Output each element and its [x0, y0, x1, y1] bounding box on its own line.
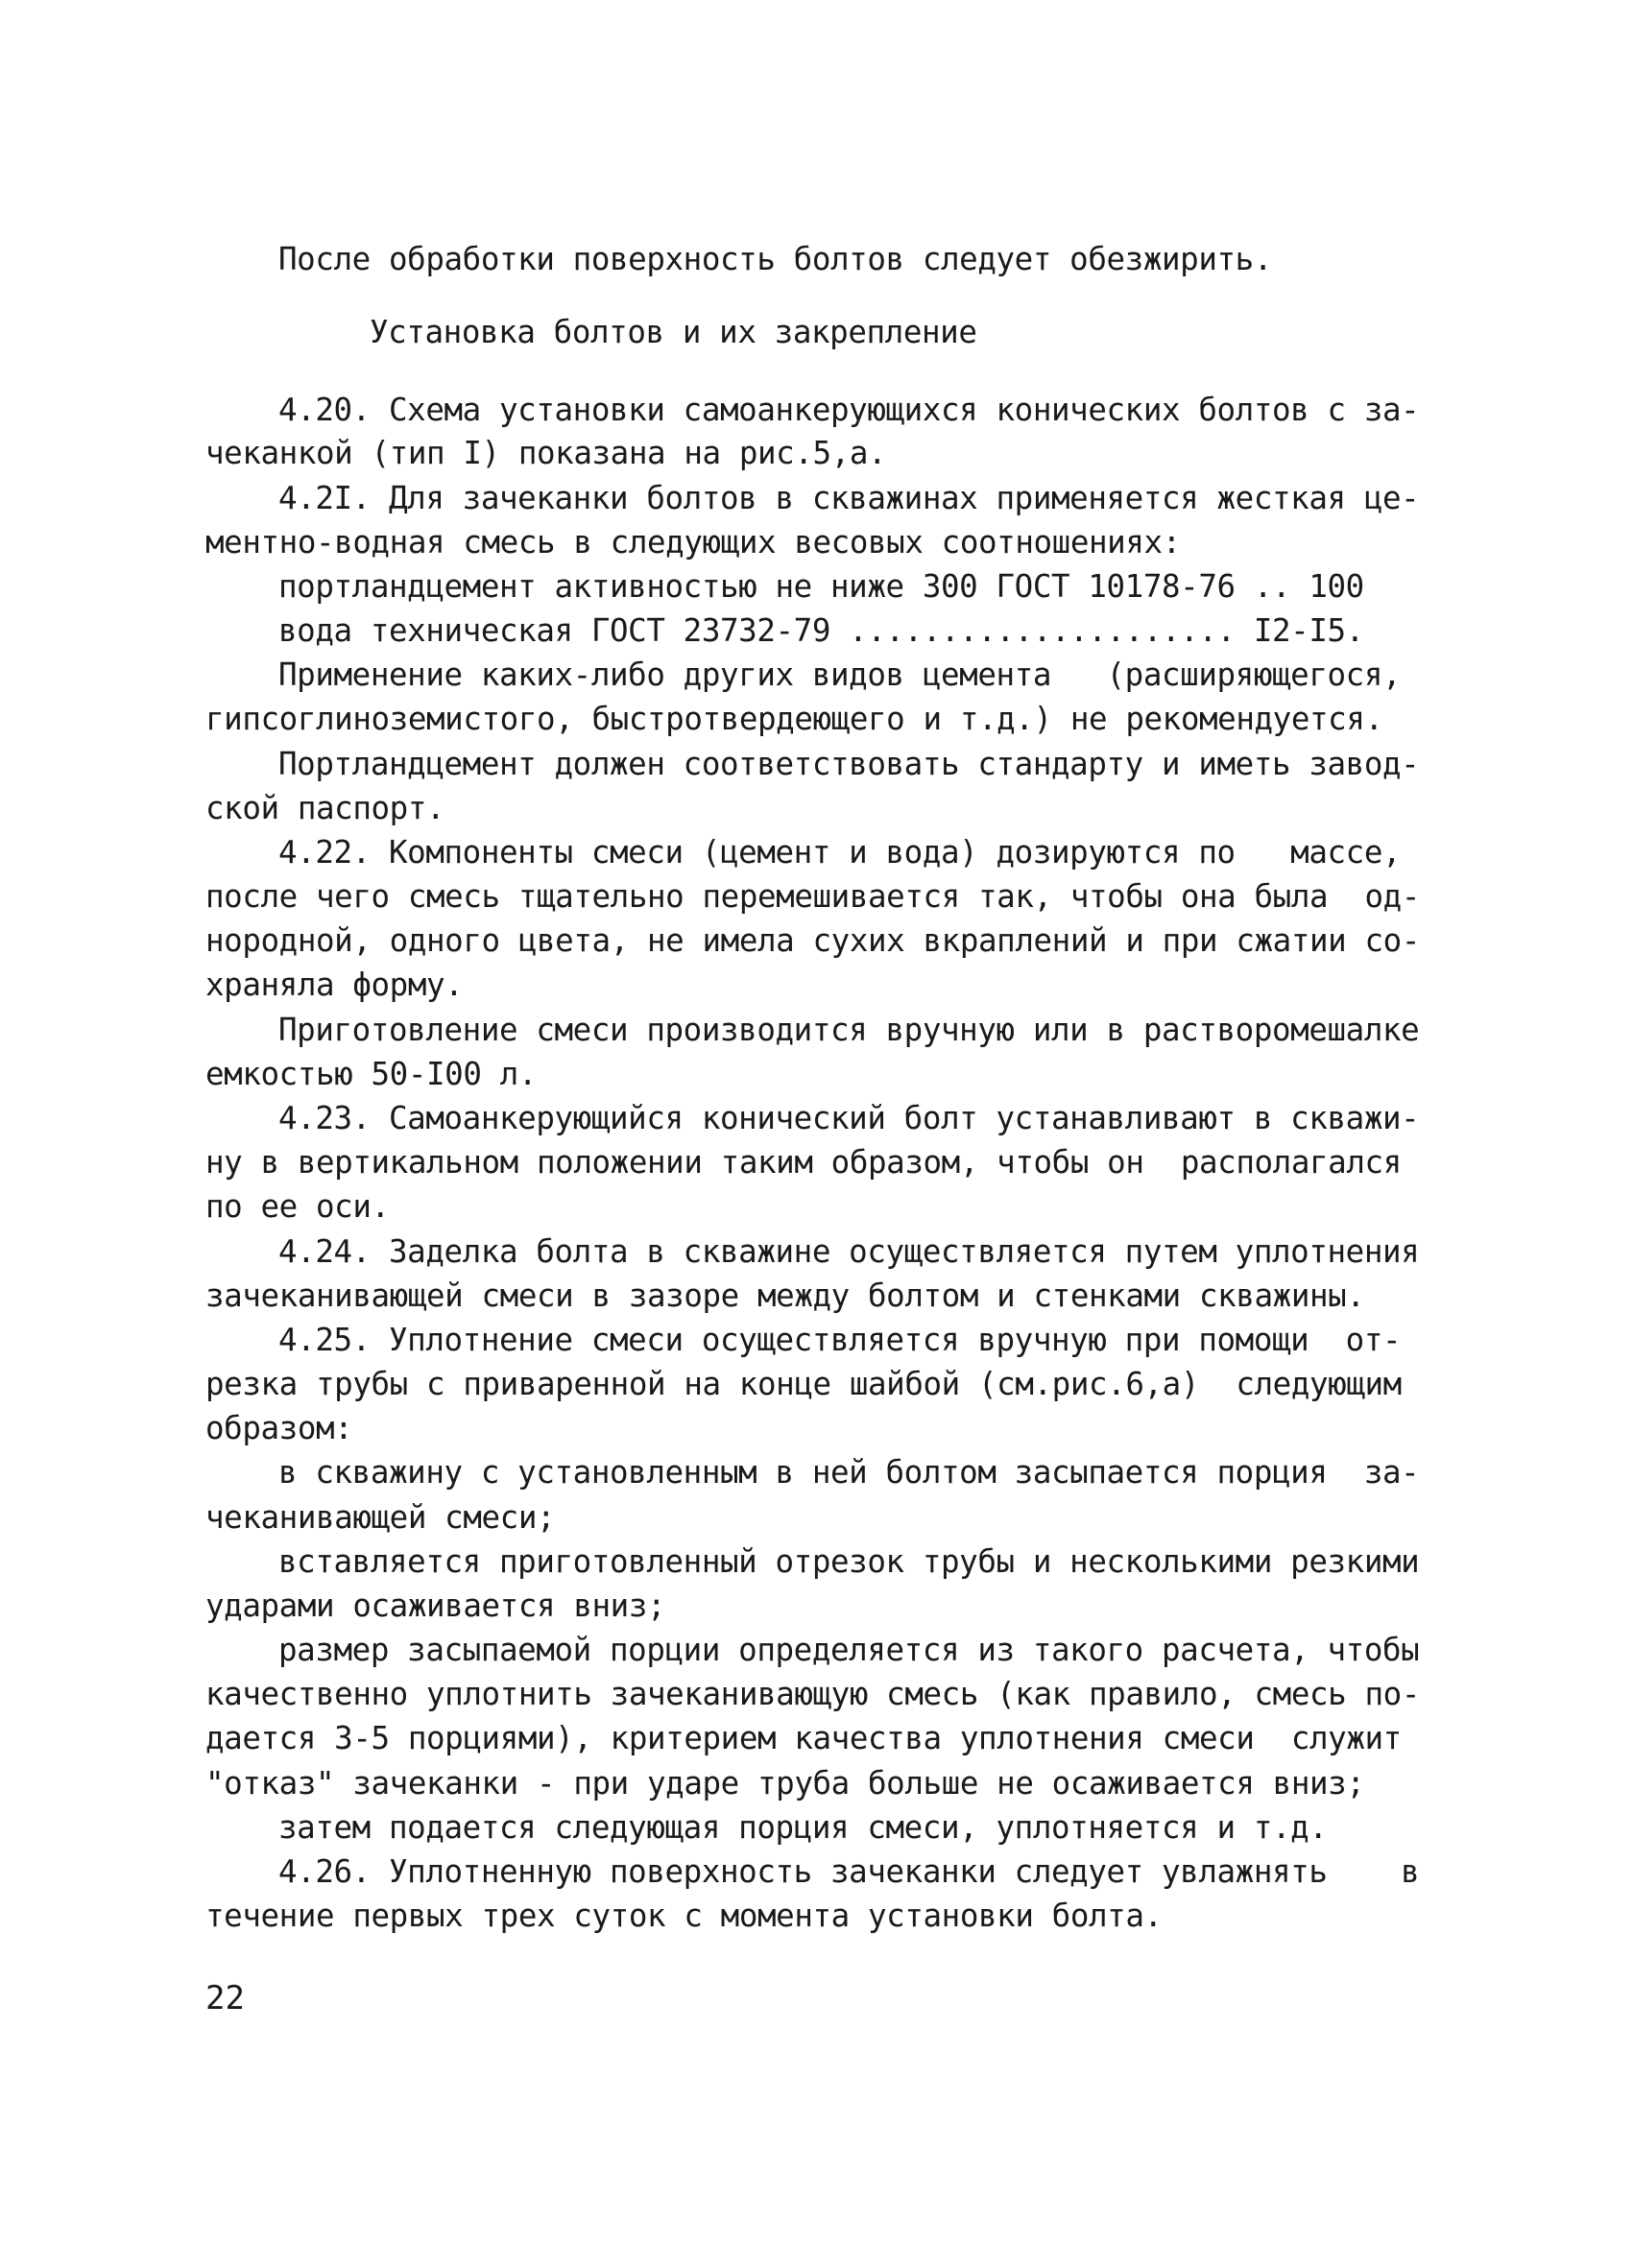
text-line: течение первых трех суток с момента установки болта.: [205, 1898, 1163, 1934]
text-line: качественно уплотнить зачеканивающую смесь (как правило, смесь по-: [205, 1676, 1420, 1712]
text-line: ну в вертикальном положении таким образом, чтобы он располагался: [205, 1144, 1402, 1181]
text-line: Портландцемент должен соответствовать стандарту и иметь завод-: [278, 746, 1420, 782]
text-line: чеканкой (тип I) показана на рис.5,а.: [205, 435, 887, 471]
text-line: емкостью 50-I00 л.: [205, 1056, 537, 1092]
text-line: 4.23. Самоанкерующийся конический болт устанавливают в скважи-: [278, 1100, 1420, 1136]
text-line: ментно-водная смесь в следующих весовых соотношениях:: [205, 524, 1181, 561]
text-line: 4.2I. Для зачеканки болтов в скважинах применяется жесткая це-: [278, 480, 1420, 516]
text-line: ской паспорт.: [205, 790, 445, 826]
text-line: в скважину с установленным в ней болтом засыпается порция за-: [278, 1454, 1420, 1491]
text-line: 4.22. Компоненты смеси (цемент и вода) дозируются по массе,: [278, 834, 1402, 871]
text-line: после чего смесь тщательно перемешивается так, чтобы она была од-: [205, 878, 1420, 915]
text-line: образом:: [205, 1410, 353, 1446]
text-line: гипсоглиноземистого, быстротвердеющего и т.д.) не рекомендуется.: [205, 701, 1383, 737]
text-line: зачеканивающей смеси в зазоре между болтом и стенками скважины.: [205, 1277, 1365, 1314]
text-line: ударами осаживается вниз;: [205, 1588, 666, 1624]
text-line: вода техническая ГОСТ 23732-79 ..................... I2-I5.: [278, 612, 1364, 649]
page-number: 22: [205, 1979, 245, 2017]
text-line: по ее оси.: [205, 1188, 390, 1225]
text-line: Приготовление смеси производится вручную или в растворомешалке: [278, 1012, 1420, 1048]
text-line: 4.25. Уплотнение смеси осуществляется вручную при помощи от-: [278, 1322, 1402, 1358]
text-line: чеканивающей смеси;: [205, 1499, 556, 1536]
text-line: 4.20. Схема установки самоанкерующихся конических болтов с за-: [278, 392, 1420, 428]
text-line: 4.26. Уплотненную поверхность зачеканки следует увлажнять в: [278, 1853, 1420, 1890]
text-line: Применение каких-либо других видов цемента (расширяющегося,: [278, 657, 1402, 693]
section-heading: Установка болтов и их закрепление: [370, 314, 977, 350]
text-line: портландцемент активностью не ниже 300 ГОСТ 10178-76 .. 100: [278, 568, 1364, 605]
text-line: резка трубы с приваренной на конце шайбой (см.рис.6,а) следующим: [205, 1366, 1402, 1402]
intro-line: После обработки поверхность болтов следует обезжирить.: [278, 241, 1272, 277]
text-line: храняла форму.: [205, 967, 464, 1003]
text-line: "отказ" зачеканки - при ударе труба больше не осаживается вниз;: [205, 1765, 1365, 1802]
text-line: вставляется приготовленный отрезок трубы и несколькими резкими: [278, 1543, 1420, 1580]
text-line: размер засыпаемой порции определяется из такого расчета, чтобы: [278, 1632, 1420, 1668]
text-line: дается 3-5 порциями), критерием качества уплотнения смеси служит: [205, 1720, 1402, 1756]
text-line: затем подается следующая порция смеси, уплотняется и т.д.: [278, 1809, 1328, 1846]
text-line: нородной, одного цвета, не имела сухих вкраплений и при сжатии со-: [205, 922, 1420, 959]
text-line: 4.24. Заделка болта в скважине осуществляется путем уплотнения: [278, 1233, 1420, 1270]
